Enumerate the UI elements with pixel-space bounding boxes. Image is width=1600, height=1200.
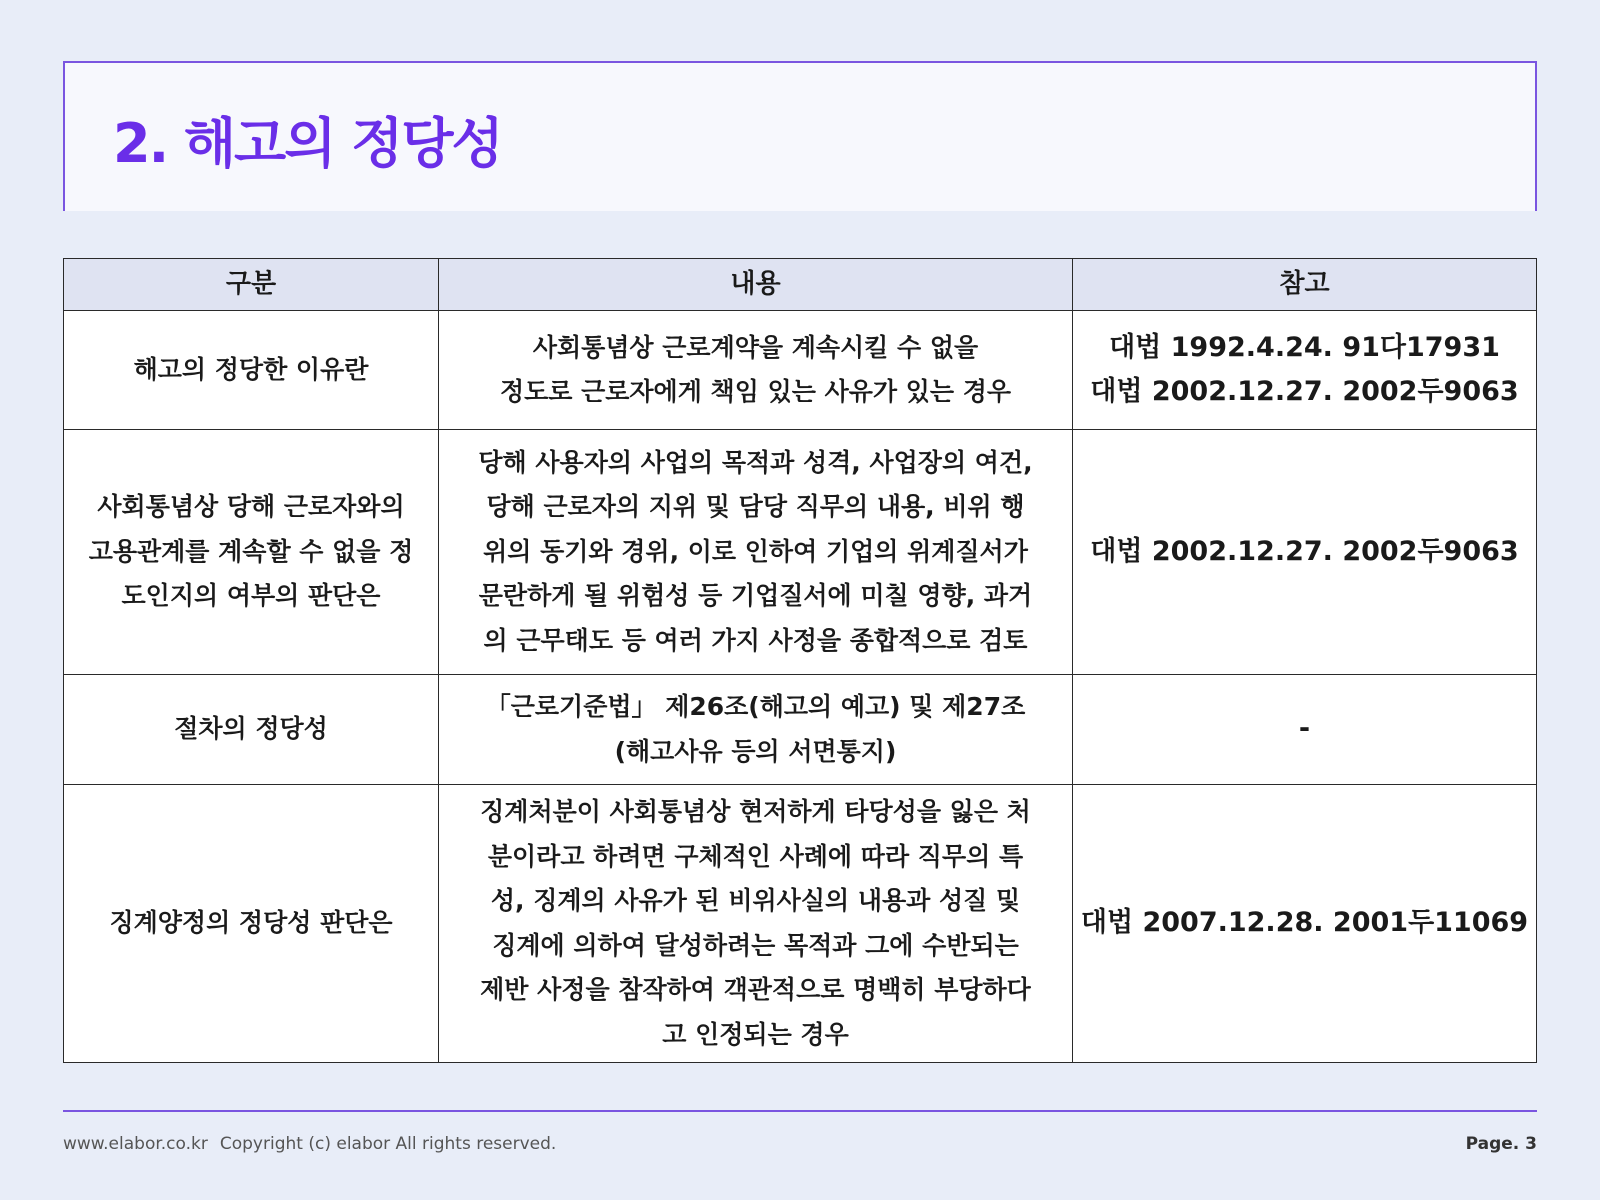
row-content <box>439 675 1073 785</box>
footer-site-link[interactable]: www.elabor.co.kr <box>63 1134 208 1154</box>
cell-line: 당해 사용자의 사업의 목적과 성격, 사업장의 여건, <box>478 447 1033 477</box>
cell-line: 절차의 정당성 <box>174 714 328 744</box>
cell-line: 의 근무태도 등 여러 가지 사정을 종합적으로 검토 <box>483 625 1028 655</box>
table-row <box>64 430 1537 675</box>
cell-line: 대법 1992.4.24. 91다17931 <box>1109 331 1500 363</box>
table-row <box>64 675 1537 785</box>
row-category <box>64 675 439 785</box>
cell-line: 위의 동기와 경위, 이로 인하여 기업의 위계질서가 <box>483 536 1028 566</box>
page-title: 2. 해고의 정당성 <box>113 112 502 175</box>
cell-line: 도인지의 여부의 판단은 <box>121 581 381 611</box>
title-panel <box>63 61 1537 211</box>
cell-line: 문란하게 될 위험성 등 기업질서에 미칠 영향, 과거 <box>478 581 1033 611</box>
footer-copyright-text: Copyright (c) elabor All rights reserved. <box>219 1134 557 1154</box>
row-reference <box>1073 430 1537 675</box>
page-number: Page. 3 <box>1465 1134 1537 1154</box>
cell-line: 징계처분이 사회통념상 현저하게 타당성을 잃은 처 <box>480 797 1031 826</box>
table-row <box>64 785 1537 1063</box>
table-header-row <box>64 259 1537 311</box>
cell-line: 사회통념상 근로계약을 계속시킬 수 없을 <box>532 332 979 362</box>
row-content <box>439 311 1073 430</box>
dismissal-justification-table <box>63 258 1537 1063</box>
header-content: 내용 <box>439 259 1073 311</box>
row-reference <box>1073 675 1537 785</box>
cell-line: 「근로기준법」 제26조(해고의 예고) 및 제27조 <box>485 692 1026 721</box>
table-row <box>64 311 1537 430</box>
cell-line: 대법 2007.12.28. 2001두11069 <box>1080 907 1529 939</box>
cell-line: 분이라고 하려면 구체적인 사례에 따라 직무의 특 <box>487 841 1024 871</box>
cell-line: 사회통념상 당해 근로자와의 <box>97 492 405 522</box>
cell-line: 제반 사정을 참작하여 객관적으로 명백히 부당하다 <box>480 975 1031 1004</box>
cell-line: 고용관계를 계속할 수 없을 정 <box>88 536 414 566</box>
cell-line: - <box>1298 713 1311 745</box>
footer-copyright <box>63 1134 556 1154</box>
row-reference <box>1073 785 1537 1063</box>
row-category <box>64 785 439 1063</box>
cell-line: 해고의 정당한 이유란 <box>133 354 369 384</box>
cell-line: 성, 징계의 사유가 된 비위사실의 내용과 성질 및 <box>490 886 1021 915</box>
cell-line: 대법 2002.12.27. 2002두9063 <box>1090 535 1519 567</box>
footer-divider <box>63 1110 1537 1112</box>
cell-line: 고 인정되는 경우 <box>662 1019 849 1049</box>
row-category <box>64 430 439 675</box>
row-reference <box>1073 311 1537 430</box>
row-content <box>439 785 1073 1063</box>
cell-line: 징계양정의 정당성 판단은 <box>109 908 393 938</box>
header-reference: 참고 <box>1073 259 1537 311</box>
cell-line: 대법 2002.12.27. 2002두9063 <box>1090 376 1519 407</box>
header-category: 구분 <box>64 259 439 311</box>
row-content <box>439 430 1073 675</box>
cell-line: (해고사유 등의 서면통지) <box>614 736 897 766</box>
cell-line: 당해 근로자의 지위 및 담당 직무의 내용, 비위 행 <box>486 492 1025 522</box>
cell-line: 정도로 근로자에게 책임 있는 사유가 있는 경우 <box>499 377 1012 406</box>
row-category <box>64 311 439 430</box>
cell-line: 징계에 의하여 달성하려는 목적과 그에 수반되는 <box>492 930 1019 960</box>
